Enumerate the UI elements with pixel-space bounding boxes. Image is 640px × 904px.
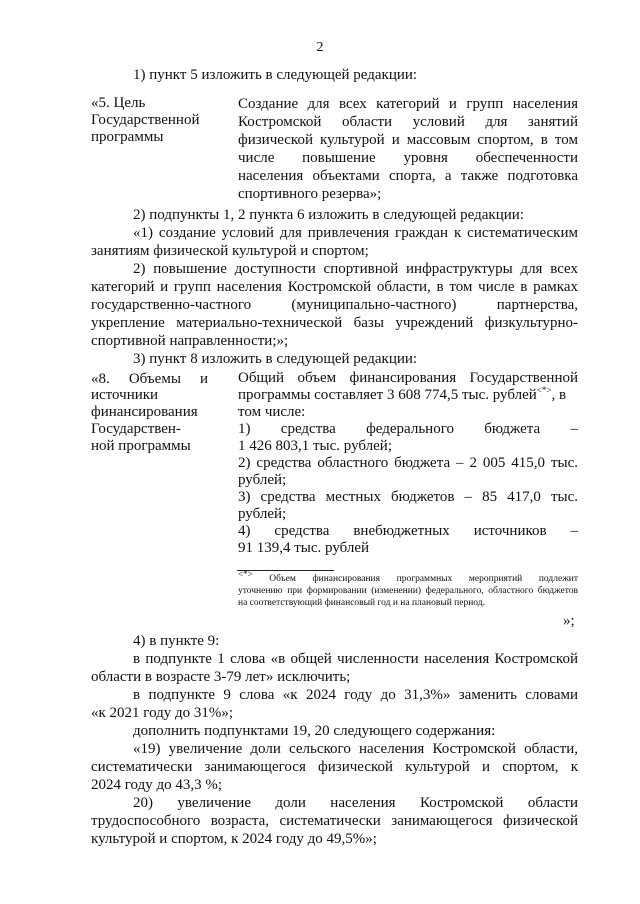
item4-p2-line: «к 2021 году до 31%»; xyxy=(91,705,234,721)
item2-sub2-line: 2) повышение доступности спортивной инфраструктуры для всех xyxy=(133,261,578,277)
item4-p4-line: 2024 году до 43,3 %; xyxy=(91,777,223,793)
fin-label-line: «8. Объемы и xyxy=(91,371,208,387)
footnote-text: Объем финансирования программных мероприятий подлежит xyxy=(269,574,579,584)
goal-text-line: спортивного резерва»; xyxy=(238,186,382,202)
item4-p1-line: в подпункте 1 слова «в общей численности населения Костромской xyxy=(133,651,578,667)
item4-p4-line: систематически занимающегося физической культурой и спортом, к xyxy=(91,759,578,775)
fin-label-line: Государствен- xyxy=(91,421,181,437)
footnote-line: уточнению при формировании (изменении) федерального, областного бюджетов xyxy=(238,586,578,596)
item2-sub2-line: спортивной направленности;»; xyxy=(91,333,289,349)
fin-total-amount: программы составляет 3 608 774,5 тыс. рублей xyxy=(238,387,537,403)
item2-intro: 2) подпункты 1, 2 пункта 6 изложить в следующей редакции: xyxy=(133,207,524,223)
fin-total-line: том числе: xyxy=(238,404,306,420)
fin-federal-amount: 1 426 803,1 тыс. рублей; xyxy=(238,438,392,454)
item4-p4-line: «19) увеличение доли сельского населения Костромской области, xyxy=(133,741,578,757)
fin-label-line: ной программы xyxy=(91,438,191,454)
goal-label-line: программы xyxy=(91,129,164,145)
item2-sub1-line: «1) создание условий для привлечения граждан к систематическим xyxy=(133,225,578,241)
item2-sub2-line: категорий и групп населения Костромской области, в том числе в рамках xyxy=(91,279,578,295)
item2-sub2-line: государственно-частного (муниципально-частного) партнерства, xyxy=(91,297,578,313)
fin-regional-tail: рублей; xyxy=(238,472,287,488)
fin-regional-line: 2) средства областного бюджета – 2 005 415,0 тыс. xyxy=(238,455,578,471)
footnote-line: на соответствующий финансовый год и на плановый период. xyxy=(238,598,485,608)
item4-p5-line: 20) увеличение доли населения Костромской области xyxy=(133,795,578,811)
item2-sub1-line: занятиям физической культурой и спортом; xyxy=(91,243,369,259)
goal-label-line: «5. Цель xyxy=(91,95,146,111)
item4-p2-line: в подпункте 9 слова «к 2024 году до 31,3%» заменить словами xyxy=(133,687,578,703)
fin-total-line xyxy=(238,386,566,404)
fin-label-line: финансирования xyxy=(91,404,198,420)
footnote-marker: <*> xyxy=(238,568,253,579)
goal-text-line: Создание для всех категорий и групп населения xyxy=(238,96,578,112)
fin-extrabudget-line: 4) средства внебюджетных источников – xyxy=(238,523,578,539)
footnote-line xyxy=(238,568,579,585)
goal-label-line: Государственной xyxy=(91,112,200,128)
goal-text-line: числе повышение уровня обеспеченности xyxy=(238,150,578,166)
fin-total-tail: , в xyxy=(551,387,567,403)
fin-local-line: 3) средства местных бюджетов – 85 417,0 тыс. xyxy=(238,489,578,505)
goal-text-line: Костромской области условий для занятий xyxy=(238,114,578,130)
item4-p1-line: области в возрасте 3-79 лет» исключить; xyxy=(91,669,351,685)
goal-text-line: населения объектами спорта, а также подготовка xyxy=(238,168,578,184)
page-number: 2 xyxy=(316,40,324,55)
item1-intro: 1) пункт 5 изложить в следующей редакции: xyxy=(133,67,418,83)
fin-extrabudget-amount: 91 139,4 тыс. рублей xyxy=(238,540,370,556)
fin-closing-quote: »; xyxy=(563,613,575,629)
item3-intro: 3) пункт 8 изложить в следующей редакции: xyxy=(133,351,418,367)
item4-intro: 4) в пункте 9: xyxy=(133,633,220,649)
fin-local-tail: рублей; xyxy=(238,506,287,522)
item2-sub2-line: укрепление материально-технической базы учреждений физкультурно- xyxy=(91,315,578,331)
item4-p3: дополнить подпунктами 19, 20 следующего содержания: xyxy=(133,723,496,739)
footnote-marker[interactable]: <*> xyxy=(536,385,552,395)
fin-total-line: Общий объем финансирования Государственной xyxy=(238,370,578,386)
fin-federal-line: 1) средства федерального бюджета – xyxy=(238,421,578,437)
item4-p5-line: трудоспособного возраста, систематически занимающегося физической xyxy=(91,813,578,829)
fin-label-line: источники xyxy=(91,387,159,403)
goal-text-line: физической культурой и массовым спортом, в том xyxy=(238,132,578,148)
item4-p5-line: культурой и спортом, к 2024 году до 49,5%»; xyxy=(91,831,377,847)
